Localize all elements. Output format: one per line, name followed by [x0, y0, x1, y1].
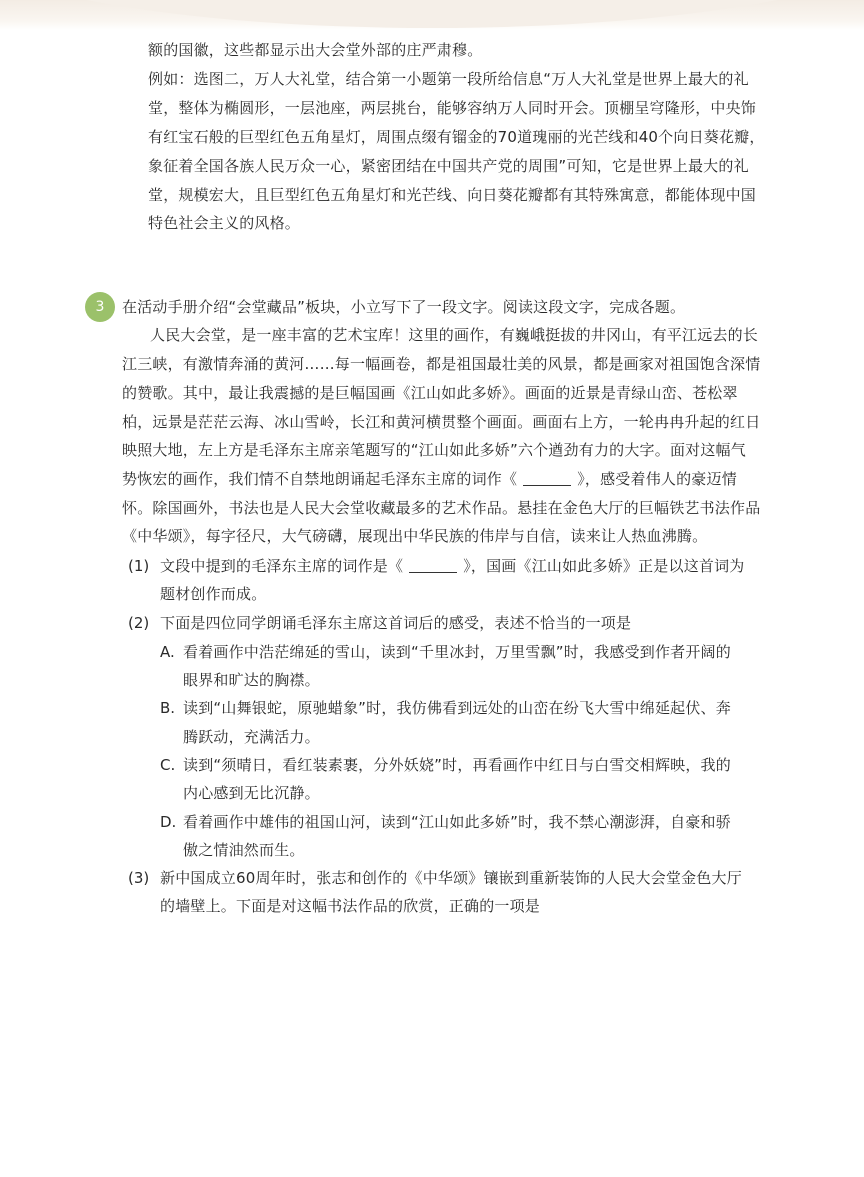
answer-blank[interactable] [409, 558, 457, 573]
option-d-line-1[interactable]: 看着画作中雄伟的祖国山河，读到“江山如此多娇”时，我不禁心潮澎湃，自豪和骄 [183, 813, 731, 831]
option-b-letter[interactable]: B. [160, 699, 176, 717]
question-number-badge: 3 [85, 292, 115, 322]
example-line-1: 例如：选图二，万人大礼堂，结合第一小题第一段所给信息“万人大礼堂是世界上最大的礼 [148, 70, 749, 88]
subquestion-1-text-end: 》，国画《江山如此多娇》正是以这首词为 [463, 557, 745, 575]
example-line-2: 堂，整体为椭圆形，一层池座，两层挑台，能够容纳万人同时开会。顶棚呈穹隆形，中央饰 [148, 99, 757, 117]
option-d-line-2[interactable]: 傲之情油然而生。 [183, 841, 305, 859]
subquestion-1-line-2: 题材创作而成。 [160, 585, 267, 603]
option-a-line-1[interactable]: 看着画作中浩茫绵延的雪山，读到“千里冰封，万里雪飘”时，我感受到作者开阔的 [183, 643, 731, 661]
passage-line-6-start: 势恢宏的画作，我们情不自禁地朗诵起毛泽东主席的词作《 [122, 470, 518, 488]
answer-blank[interactable] [523, 471, 571, 486]
subquestion-1-text-start: 文段中提到的毛泽东主席的词作是《 [160, 557, 404, 575]
option-c-line-2[interactable]: 内心感到无比沉静。 [183, 784, 320, 802]
example-line-5: 堂，规模宏大，且巨型红色五角星灯和光芒线、向日葵花瓣都有其特殊寓意，都能体现中国 [148, 186, 757, 204]
passage-line-5: 映照大地，左上方是毛泽东主席亲笔题写的“江山如此多娇”六个遒劲有力的大字。面对这幅气 [122, 441, 746, 459]
passage-line-8: 《中华颂》，每字径尺，大气磅礴，展现出中华民族的伟岸与自信，读来让人热血沸腾。 [122, 527, 708, 545]
passage-line-3: 的赞歌。其中，最让我震撼的是巨幅国画《江山如此多娇》。画面的近景是青绿山峦、苍松翠 [122, 384, 738, 402]
passage-line-4: 柏，远景是茫茫云海、冰山雪岭，长江和黄河横贯整个画面。画面右上方，一轮冉冉升起的红日 [122, 413, 761, 431]
passage-line-1: 人民大会堂，是一座丰富的艺术宝库！这里的画作，有巍峨挺拔的井冈山，有平江远去的长 [150, 326, 759, 344]
option-b-line-2[interactable]: 腾跃动，充满活力。 [183, 728, 320, 746]
passage-line-7: 怀。除国画外，书法也是人民大会堂收藏最多的艺术作品。悬挂在金色大厅的巨幅铁艺书法作品 [122, 499, 761, 517]
subquestion-3-line-1: 新中国成立60周年时，张志和创作的《中华颂》镶嵌到重新装饰的人民大会堂金色大厅 [160, 869, 742, 887]
passage-line-2: 江三峡，有激情奔涌的黄河……每一幅画卷，都是祖国最壮美的风景，都是画家对祖国饱含深情 [122, 355, 761, 373]
subquestion-1-number: (1) [128, 557, 150, 575]
passage-line-6-end: 》，感受着伟人的豪迈情 [577, 470, 737, 488]
example-line-6: 特色社会主义的风格。 [148, 214, 301, 232]
subquestion-2-stem: 下面是四位同学朗诵毛泽东主席这首词后的感受，表述不恰当的一项是 [160, 614, 632, 632]
option-b-line-1[interactable]: 读到“山舞银蛇，原驰蜡象”时，我仿佛看到远处的山峦在纷飞大雪中绵延起伏、奔 [183, 699, 731, 717]
option-c-letter[interactable]: C. [160, 756, 176, 774]
subquestion-1-line-1 [160, 556, 745, 576]
option-c-line-1[interactable]: 读到“须晴日，看红装素裹，分外妖娆”时，再看画作中红日与白雪交相辉映，我的 [183, 756, 731, 774]
option-d-letter[interactable]: D. [160, 813, 177, 831]
option-a-letter[interactable]: A. [160, 643, 175, 661]
passage-line-6 [122, 469, 737, 489]
option-a-line-2[interactable]: 眼界和旷达的胸襟。 [183, 671, 320, 689]
subquestion-2-number: (2) [128, 614, 150, 632]
subquestion-3-number: (3) [128, 869, 150, 887]
subquestion-3-line-2: 的墙壁上。下面是对这幅书法作品的欣赏，正确的一项是 [160, 897, 541, 915]
continued-line-1: 额的国徽，这些都显示出大会堂外部的庄严肃穆。 [148, 41, 483, 59]
example-line-3: 有红宝石般的巨型红色五角星灯，周围点缀有镏金的70道瑰丽的光芒线和40个向日葵花瓣， [148, 128, 765, 146]
example-line-4: 象征着全国各族人民万众一心，紧密团结在中国共产党的周围”可知，它是世界上最大的礼 [148, 157, 749, 175]
question-intro: 在活动手册介绍“会堂藏品”板块，小立写下了一段文字。阅读这段文字，完成各题。 [122, 298, 686, 316]
